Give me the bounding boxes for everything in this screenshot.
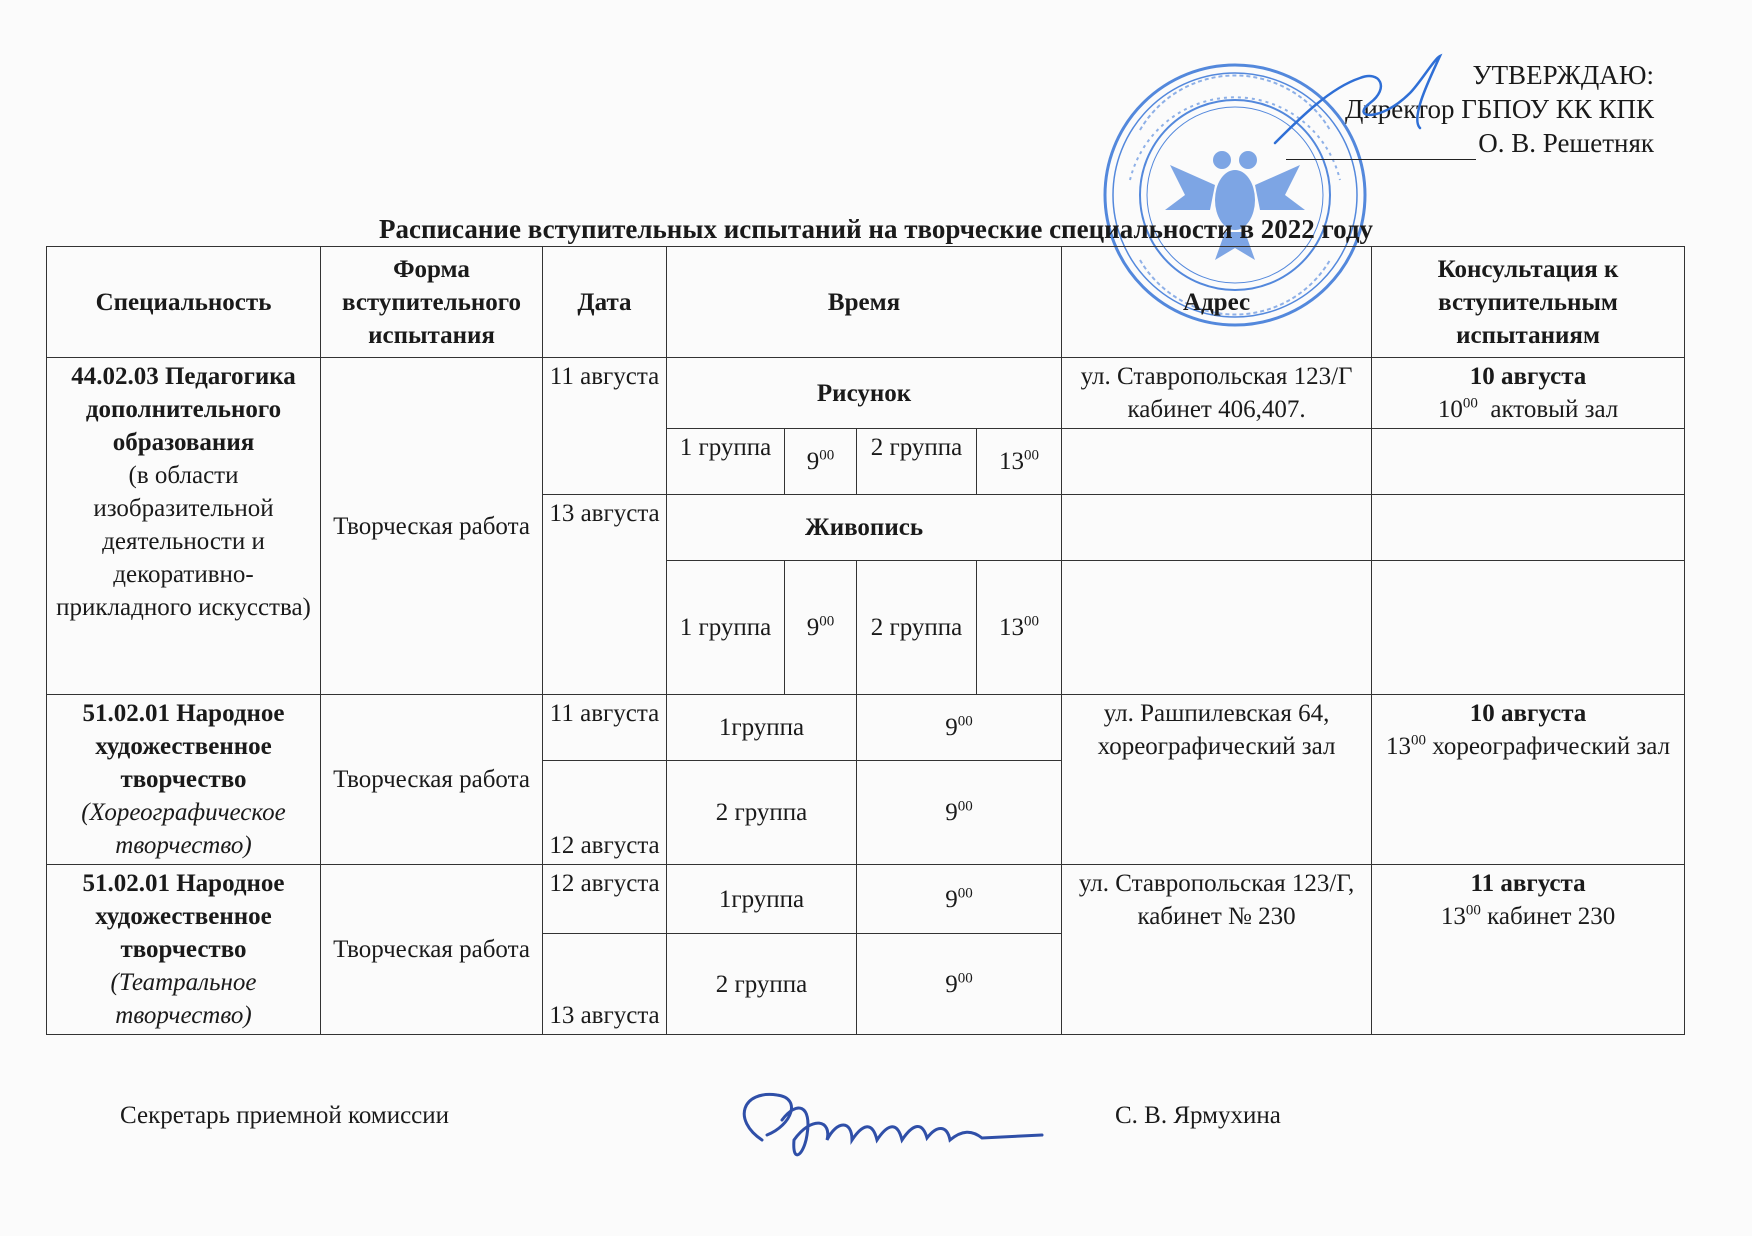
group-hour: 9	[806, 448, 820, 475]
specialty-cell	[47, 865, 321, 1035]
group-hour: 13	[999, 614, 1025, 641]
consult-cell	[1372, 358, 1685, 429]
group-min: 00	[1024, 447, 1040, 464]
secretary-name: С. В. Ярмухина	[1115, 1102, 1281, 1129]
address-cell: ул. Ставропольская 123/Г, кабинет № 230	[1062, 865, 1372, 1035]
consult-date: 11 августа	[1470, 870, 1586, 897]
group-hour: 13	[999, 448, 1025, 475]
header-specialty: Специальность	[47, 247, 321, 358]
specialty-cell	[47, 358, 321, 695]
schedule-table	[46, 246, 1685, 1035]
group-cell: 2 группа	[857, 429, 977, 495]
empty-cell	[1062, 495, 1372, 561]
consult-min: 00	[1462, 395, 1478, 412]
specialty-cell	[47, 695, 321, 865]
group-min: 00	[819, 447, 835, 464]
date-cell: 12 августа	[543, 865, 667, 934]
header-form: Форма вступительного испытания	[321, 247, 543, 358]
header-address: Адрес	[1062, 247, 1372, 358]
group-time-cell	[785, 561, 857, 695]
form-cell: Творческая работа	[321, 695, 543, 865]
consult-hour: 13	[1440, 903, 1466, 930]
date-cell: 11 августа	[543, 695, 667, 761]
consult-cell	[1372, 865, 1685, 1035]
consult-date: 10 августа	[1469, 363, 1587, 390]
group-hour: 9	[806, 614, 820, 641]
subject-cell: Рисунок	[667, 358, 1062, 429]
form-cell: Творческая работа	[321, 865, 543, 1035]
group-time-cell	[785, 429, 857, 495]
secretary-signature	[722, 1080, 1052, 1170]
group-cell: 1группа	[667, 695, 857, 761]
empty-cell	[1062, 561, 1372, 695]
date-cell: 13 августа	[543, 934, 667, 1035]
consult-time	[1378, 900, 1678, 933]
empty-cell	[1372, 495, 1685, 561]
header-consult: Консультация к вступительным испытаниям	[1372, 247, 1685, 358]
director-name: О. В. Решетняк	[1478, 128, 1654, 158]
group-min: 00	[957, 798, 973, 815]
group-min: 00	[819, 613, 835, 630]
group-time-cell	[857, 761, 1062, 865]
group-cell: 2 группа	[667, 761, 857, 865]
date-cell: 11 августа	[543, 358, 667, 495]
approve-label: УТВЕРЖДАЮ:	[1472, 60, 1654, 90]
group-cell: 2 группа	[857, 561, 977, 695]
specialty-code: 51.02.01 Народное художественное творчество	[82, 700, 285, 793]
empty-cell	[1372, 561, 1685, 695]
table-row	[47, 695, 1685, 761]
specialty-note: (Хореографическое творчество)	[81, 799, 286, 859]
group-min: 00	[957, 970, 973, 987]
consult-time	[1378, 393, 1678, 426]
group-min: 00	[957, 885, 973, 902]
date-cell: 13 августа	[543, 495, 667, 695]
consult-cell	[1372, 695, 1685, 865]
consult-min: 00	[1411, 732, 1427, 749]
group-cell: 2 группа	[667, 934, 857, 1035]
group-time-cell	[857, 695, 1062, 761]
empty-cell	[1372, 429, 1685, 495]
consult-hour: 10	[1437, 396, 1463, 423]
secretary-label: Секретарь приемной комиссии	[120, 1102, 450, 1129]
consult-place: актовый зал	[1490, 396, 1619, 423]
group-min: 00	[1024, 613, 1040, 630]
address-cell: ул. Ставропольская 123/Г кабинет 406,407.	[1062, 358, 1372, 429]
consult-min: 00	[1465, 902, 1481, 919]
group-time-cell	[857, 934, 1062, 1035]
table-row	[47, 358, 1685, 429]
consult-place: хореографический зал	[1432, 733, 1671, 760]
specialty-note: (в области изобразительной деятельности и декоративно-прикладного искусства)	[56, 462, 311, 621]
group-cell: 1 группа	[667, 429, 785, 495]
group-hour: 9	[945, 885, 958, 913]
consult-hour: 13	[1386, 733, 1412, 760]
table-row	[47, 865, 1685, 934]
address-cell: ул. Рашпилевская 64, хореографический зал	[1062, 695, 1372, 865]
consult-date: 10 августа	[1469, 700, 1587, 727]
director-label: Директор ГБПОУ КК КПК	[1344, 94, 1654, 124]
group-time-cell	[977, 561, 1062, 695]
group-min: 00	[957, 713, 973, 730]
specialty-code: 51.02.01 Народное художественное творчество	[82, 870, 285, 963]
header-time: Время	[667, 247, 1062, 358]
document-title: Расписание вступительных испытаний на творческие специальности в 2022 году	[378, 214, 1374, 244]
group-hour: 9	[945, 714, 958, 742]
group-time-cell	[977, 429, 1062, 495]
form-cell: Творческая работа	[321, 358, 543, 695]
empty-cell	[1062, 429, 1372, 495]
date-cell: 12 августа	[543, 761, 667, 865]
director-signature	[1270, 48, 1460, 158]
group-cell: 1 группа	[667, 561, 785, 695]
specialty-note: (Театральное творчество)	[110, 969, 257, 1029]
table-header-row	[47, 247, 1685, 358]
specialty-code: 44.02.03 Педагогика дополнительного образования	[71, 363, 296, 456]
consult-time	[1378, 730, 1678, 763]
group-time-cell	[857, 865, 1062, 934]
group-cell: 1группа	[667, 865, 857, 934]
subject-cell: Живопись	[667, 495, 1062, 561]
group-hour: 9	[945, 799, 958, 827]
group-hour: 9	[945, 970, 958, 998]
consult-place: кабинет 230	[1487, 903, 1616, 930]
header-date: Дата	[543, 247, 667, 358]
